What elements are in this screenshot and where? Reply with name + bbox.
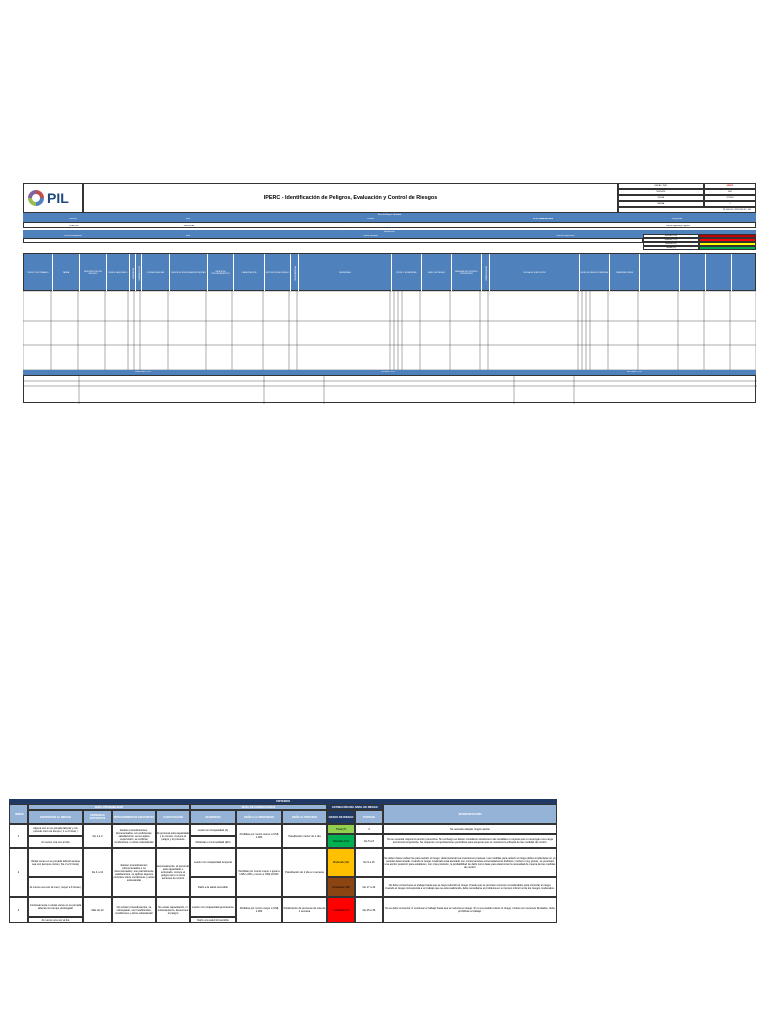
propiedad-cell: Pérdidas por monto mayor o igual a US$ 1,000 y menor a US$ 10,000 xyxy=(236,848,282,897)
risk-legend xyxy=(643,234,756,250)
column-header: OBSERVACIONES xyxy=(609,254,639,292)
signature-label: CARGO xyxy=(291,382,297,383)
band-header: Proceso xyxy=(367,218,374,220)
grado-cell: Moderado (M) xyxy=(327,848,355,877)
band-header: Puesto / Actividad xyxy=(363,235,378,237)
band-values xyxy=(23,222,756,228)
signature-block xyxy=(23,375,756,403)
signature-header: APROBADO POR xyxy=(627,371,642,373)
band-header: Responsable xyxy=(671,218,683,220)
index-header: ÍNDICE xyxy=(15,813,24,816)
band-header: Nivel de Riesgo Inicial xyxy=(556,235,575,237)
signature-label: CARGO xyxy=(541,382,547,383)
data-rows xyxy=(23,291,756,370)
puntaje-cell: De 9 a 16 xyxy=(355,848,383,877)
column-header: PROBABILIDAD xyxy=(290,254,298,292)
capacitacion-cell: Eventualmente, el personal está capacitado o entrenado, conoce el peligro pero no toma acciones de control xyxy=(156,848,190,897)
band-value: OLIMPICA 1 xyxy=(69,225,79,227)
col-header: DAÑO A LA PROPIEDAD xyxy=(236,810,282,824)
info-label: UNIDAD / PMO: xyxy=(618,183,704,189)
column-header: RIESGO ASOCIADO xyxy=(106,254,129,292)
exposicion-cell: Al menos una vez al año xyxy=(28,836,83,848)
row-index: 1 xyxy=(9,824,28,848)
col-header: DAÑO AL PROCESO xyxy=(282,810,327,824)
band-header: Área xyxy=(186,218,190,220)
row-index: 2 xyxy=(9,848,28,897)
signature-label: FIRMA xyxy=(49,393,54,394)
legend-label: Intolerable (25-36) xyxy=(643,234,699,238)
column-header: RUTINARIO xyxy=(129,254,135,292)
procedimientos-cell: Existen procedimientos (documentados o no documentados), son parcialmente satisfactorios, se aplican algunos controles sobre condiciones y actos subestándar xyxy=(112,848,156,897)
propiedad-cell: Pérdidas por monto mayor a US$ 1,000 xyxy=(236,897,282,923)
puntaje-cell: De 5 a 8 xyxy=(355,834,383,848)
document-code: PIL-SSO-001 / PRO-SSO-FO - 002 xyxy=(618,207,756,213)
column-header-blank xyxy=(679,254,705,292)
personas-cell: De 1 a 3 xyxy=(83,824,112,848)
interp-cell: No necesita adoptar ningún acción xyxy=(383,824,557,834)
column-header-blank xyxy=(705,254,731,292)
puntaje-cell: 4 xyxy=(355,824,383,834)
column-header: EXPOSICIÓN AL RIESGO xyxy=(264,254,290,292)
info-value: 0001 xyxy=(704,189,756,195)
column-header: ÍNDICE DE PERSONAS EXPUESTAS xyxy=(169,254,207,292)
signature-label: FIRMA xyxy=(541,393,547,394)
personas-cell: Más de 12 xyxy=(83,897,112,923)
group-header: ESTIMACIÓN DEL NIVEL DE RIESGO xyxy=(327,804,383,810)
grado-cell: Tolerable (TO) xyxy=(327,834,355,848)
col-header: PUNTAJE xyxy=(355,810,383,824)
info-label: PÁGINA: xyxy=(618,201,704,207)
column-header: FECHA DE EJECUCIÓN xyxy=(489,254,579,292)
column-header: ÍNDICE DE PROCEDIMIENTOS xyxy=(207,254,233,292)
procedimientos-cell: No existen procedimientos, se sobrepasan, son insuficientes, condiciones y actos subestándar xyxy=(112,897,156,923)
info-label: FECHA: xyxy=(618,195,704,201)
group-header: NIVEL DE CONSECUENCIA xyxy=(190,804,327,810)
col-header: GRADO DE RIESGO xyxy=(327,810,355,824)
band-header: N° de TRABAJADORES xyxy=(532,218,554,220)
capacitacion-cell: El personal está capacitado y lo conoce, Conoce el peligro y lo previene xyxy=(156,824,190,848)
band-value: Jefe de Seguridad y Logística xyxy=(666,225,690,227)
personas-cell: De 4 a 12 xyxy=(83,848,112,897)
puntaje-cell: De 25 a 36 xyxy=(355,897,383,923)
page-title: IPERC - Identificación de Peligros, Evaluación y Control de Riesgos xyxy=(83,183,618,213)
column-header-blank xyxy=(639,254,679,292)
grado-cell: Trivial (T) xyxy=(327,824,355,834)
severidad-cell: Lesión sin incapacidad (A) xyxy=(190,824,236,836)
severidad-cell: Molestias e Incomodidad (EO) xyxy=(190,836,236,848)
column-header: CAPACITACIÓN xyxy=(233,254,264,292)
col-header: PERSONAS EXPUESTAS xyxy=(83,810,112,824)
iperc-form xyxy=(23,183,756,407)
signature-label: FIRMA xyxy=(291,393,297,394)
propiedad-cell: Pérdidas por monto menor a US$ 1,000 xyxy=(236,824,282,848)
grado-cell: Intolerable (IT) xyxy=(327,897,355,923)
band-header: Dirección xyxy=(69,218,77,220)
exposicion-cell: Al menos una vez al mes ( mayor a 6 horas ) xyxy=(28,877,83,897)
proceso-cell: Paralización de procesos de más de 1 semana xyxy=(282,897,327,923)
procedimientos-cell: Existen procedimientos, documentados, son suficientes, satisfactorios, se les aplica supervisión, se verifican condiciones / o actos subestándar xyxy=(112,824,156,848)
signature-label: CARGO xyxy=(48,382,55,383)
signature-header: ELABORADO POR xyxy=(135,371,151,373)
grado-cell: Importante (IM) xyxy=(327,877,355,897)
section-band: Identificación xyxy=(23,230,756,234)
section-band: Datos del Negocio / Actividad xyxy=(23,213,756,217)
svg-text:PIL: PIL xyxy=(47,190,69,206)
column-header: NIVEL DE RIESGO xyxy=(421,254,451,292)
col-header: SEVERIDAD xyxy=(190,810,236,824)
interp-cell: No se debe comenzar ni continuar el trabajo hasta que se reduzca el riesgo. Si no es posible reducir el riesgo, incluso con recursos ilimitados, debe prohibirse el trabajo. xyxy=(383,897,557,923)
column-header: RESPONSABLE xyxy=(481,254,489,292)
column-header: MEDIDAS DE CONTROL EXISTENTES xyxy=(451,254,481,292)
signature-label: NOMBRE Y APELLIDOS xyxy=(535,377,553,378)
exposicion-cell: Varias veces en su jornada laboral aunque sea con tiempos cortos ( De 2 a 6 horas) xyxy=(28,848,83,877)
band-header: Fecha de Elaboración xyxy=(64,235,82,237)
column-header: DESCRIPCIÓN DEL PELIGRO xyxy=(79,254,106,292)
column-header-blank xyxy=(731,254,757,292)
column-header: SEVERIDAD xyxy=(298,254,391,292)
legend-label: Moderado (9-16) xyxy=(643,242,699,246)
info-value: GRUPO xyxy=(704,183,756,189)
column-header: PROB. X SEVERIDAD xyxy=(391,254,421,292)
exposicion-cell: Al menos una vez al día xyxy=(28,917,83,923)
severidad-cell: Daño a la salud reversible xyxy=(190,877,236,897)
severidad-cell: Daño a la salud irreversible xyxy=(190,917,236,923)
legend-swatch xyxy=(699,246,756,250)
interp-cell: No debe comenzarse el trabajo hasta que se haya reducido el riesgo. Puede que se precisen recursos considerables para controlar el riesgo. Cuando el riesgo corresponda a un trabajo que se está realizando, debe remediarse el problema en un tiempo inferior al de los riesgos moderados. xyxy=(383,877,557,897)
company-logo xyxy=(23,183,83,213)
exposicion-cell: Alguna vez en su jornada laboral y con periodo corto de tiempo ( 1 a 2 horas ) xyxy=(28,824,83,836)
column-header: CONSECUENCIAS xyxy=(141,254,169,292)
puntaje-cell: De 17 a 24 xyxy=(355,877,383,897)
proceso-cell: Paralización menor de 1 día xyxy=(282,824,327,848)
band-value: SEGURIDAD xyxy=(183,225,195,227)
proceso-cell: Paralización de 1 día a 1 semana xyxy=(282,848,327,897)
band-value: Almacenaje de Mercancías, Recepción de Mercancías, Orden Depositada, Operaciones en Cuarto Frío xyxy=(335,225,408,226)
band-values-empty xyxy=(23,238,643,243)
exposicion-cell: Continuamente o varias veces en su jornada laboral con tiempo prolongado xyxy=(28,897,83,917)
index-header-cell xyxy=(9,804,28,824)
signature-label: NOMBRE Y APELLIDOS xyxy=(42,377,61,378)
signature-header: REVISADO POR xyxy=(381,371,395,373)
col-header: PROCEDIMIENTOS EXISTENTES xyxy=(112,810,156,824)
info-value: 1 xyxy=(704,201,756,207)
band-header: Área xyxy=(186,235,190,237)
group-header: NIVEL PROBABILIDAD xyxy=(28,804,190,810)
column-header: TAREA xyxy=(52,254,79,292)
col-header: CAPACITACIÓN xyxy=(156,810,190,824)
col-header: EXPOSICIÓN AL RIESGO xyxy=(28,810,83,824)
empty-grid xyxy=(23,291,756,370)
info-label: REVISIÓN: xyxy=(618,189,704,195)
column-header: PUESTO DE TRABAJO xyxy=(27,271,49,274)
legend-label: Tolerable (5-8) xyxy=(643,246,699,250)
interp-cell: No se necesita mejorar la acción preventiva. Sin embargo se deben considerar soluciones más rentables o mejoras que no supongan una carga económica importante. Se requieren comprobaciones periódicas para asegurar que se mantiene la eficacia de las medidas de control. xyxy=(383,834,557,848)
signature-label: NOMBRE Y APELLIDOS xyxy=(285,377,303,378)
severidad-cell: Lesión con incapacidad permanente xyxy=(190,897,236,917)
capacitacion-cell: No existe capacitación, ni entrenamiento, desconoce el peligro xyxy=(156,897,190,923)
signature-grid xyxy=(24,376,757,404)
column-header: NIVEL DE RIESGO RESIDUAL xyxy=(579,254,609,292)
interp-cell: Se deben hacer esfuerzos para reducir el riesgo, determinando las inversiones precisas. Las medidas para reducir el riesgo deben implantarse en un periodo determinado. Cuando el riesgo moderado está asociado con consecuencias extremadamente dañinas ( mortal o muy grave), se precisará una acción posterior para establecer, con más precisión, la probabilidad de daño como base para determinar la necesidad de mejora de las medidas de control. xyxy=(383,848,557,877)
column-header: NO RUTINARIO xyxy=(135,254,141,292)
severidad-cell: Lesión con incapacidad temporal xyxy=(190,848,236,877)
criteria-table xyxy=(9,799,557,923)
group-header: INTERPRETACIÓN xyxy=(383,804,557,824)
column-header-row xyxy=(23,253,756,291)
criteria-title: CRITERIOS xyxy=(9,799,557,804)
legend-label: Importante (17-24) xyxy=(643,238,699,242)
pil-logo-icon xyxy=(25,187,81,209)
info-value: 1/7/2020 xyxy=(704,195,756,201)
row-index: 3 xyxy=(9,897,28,923)
